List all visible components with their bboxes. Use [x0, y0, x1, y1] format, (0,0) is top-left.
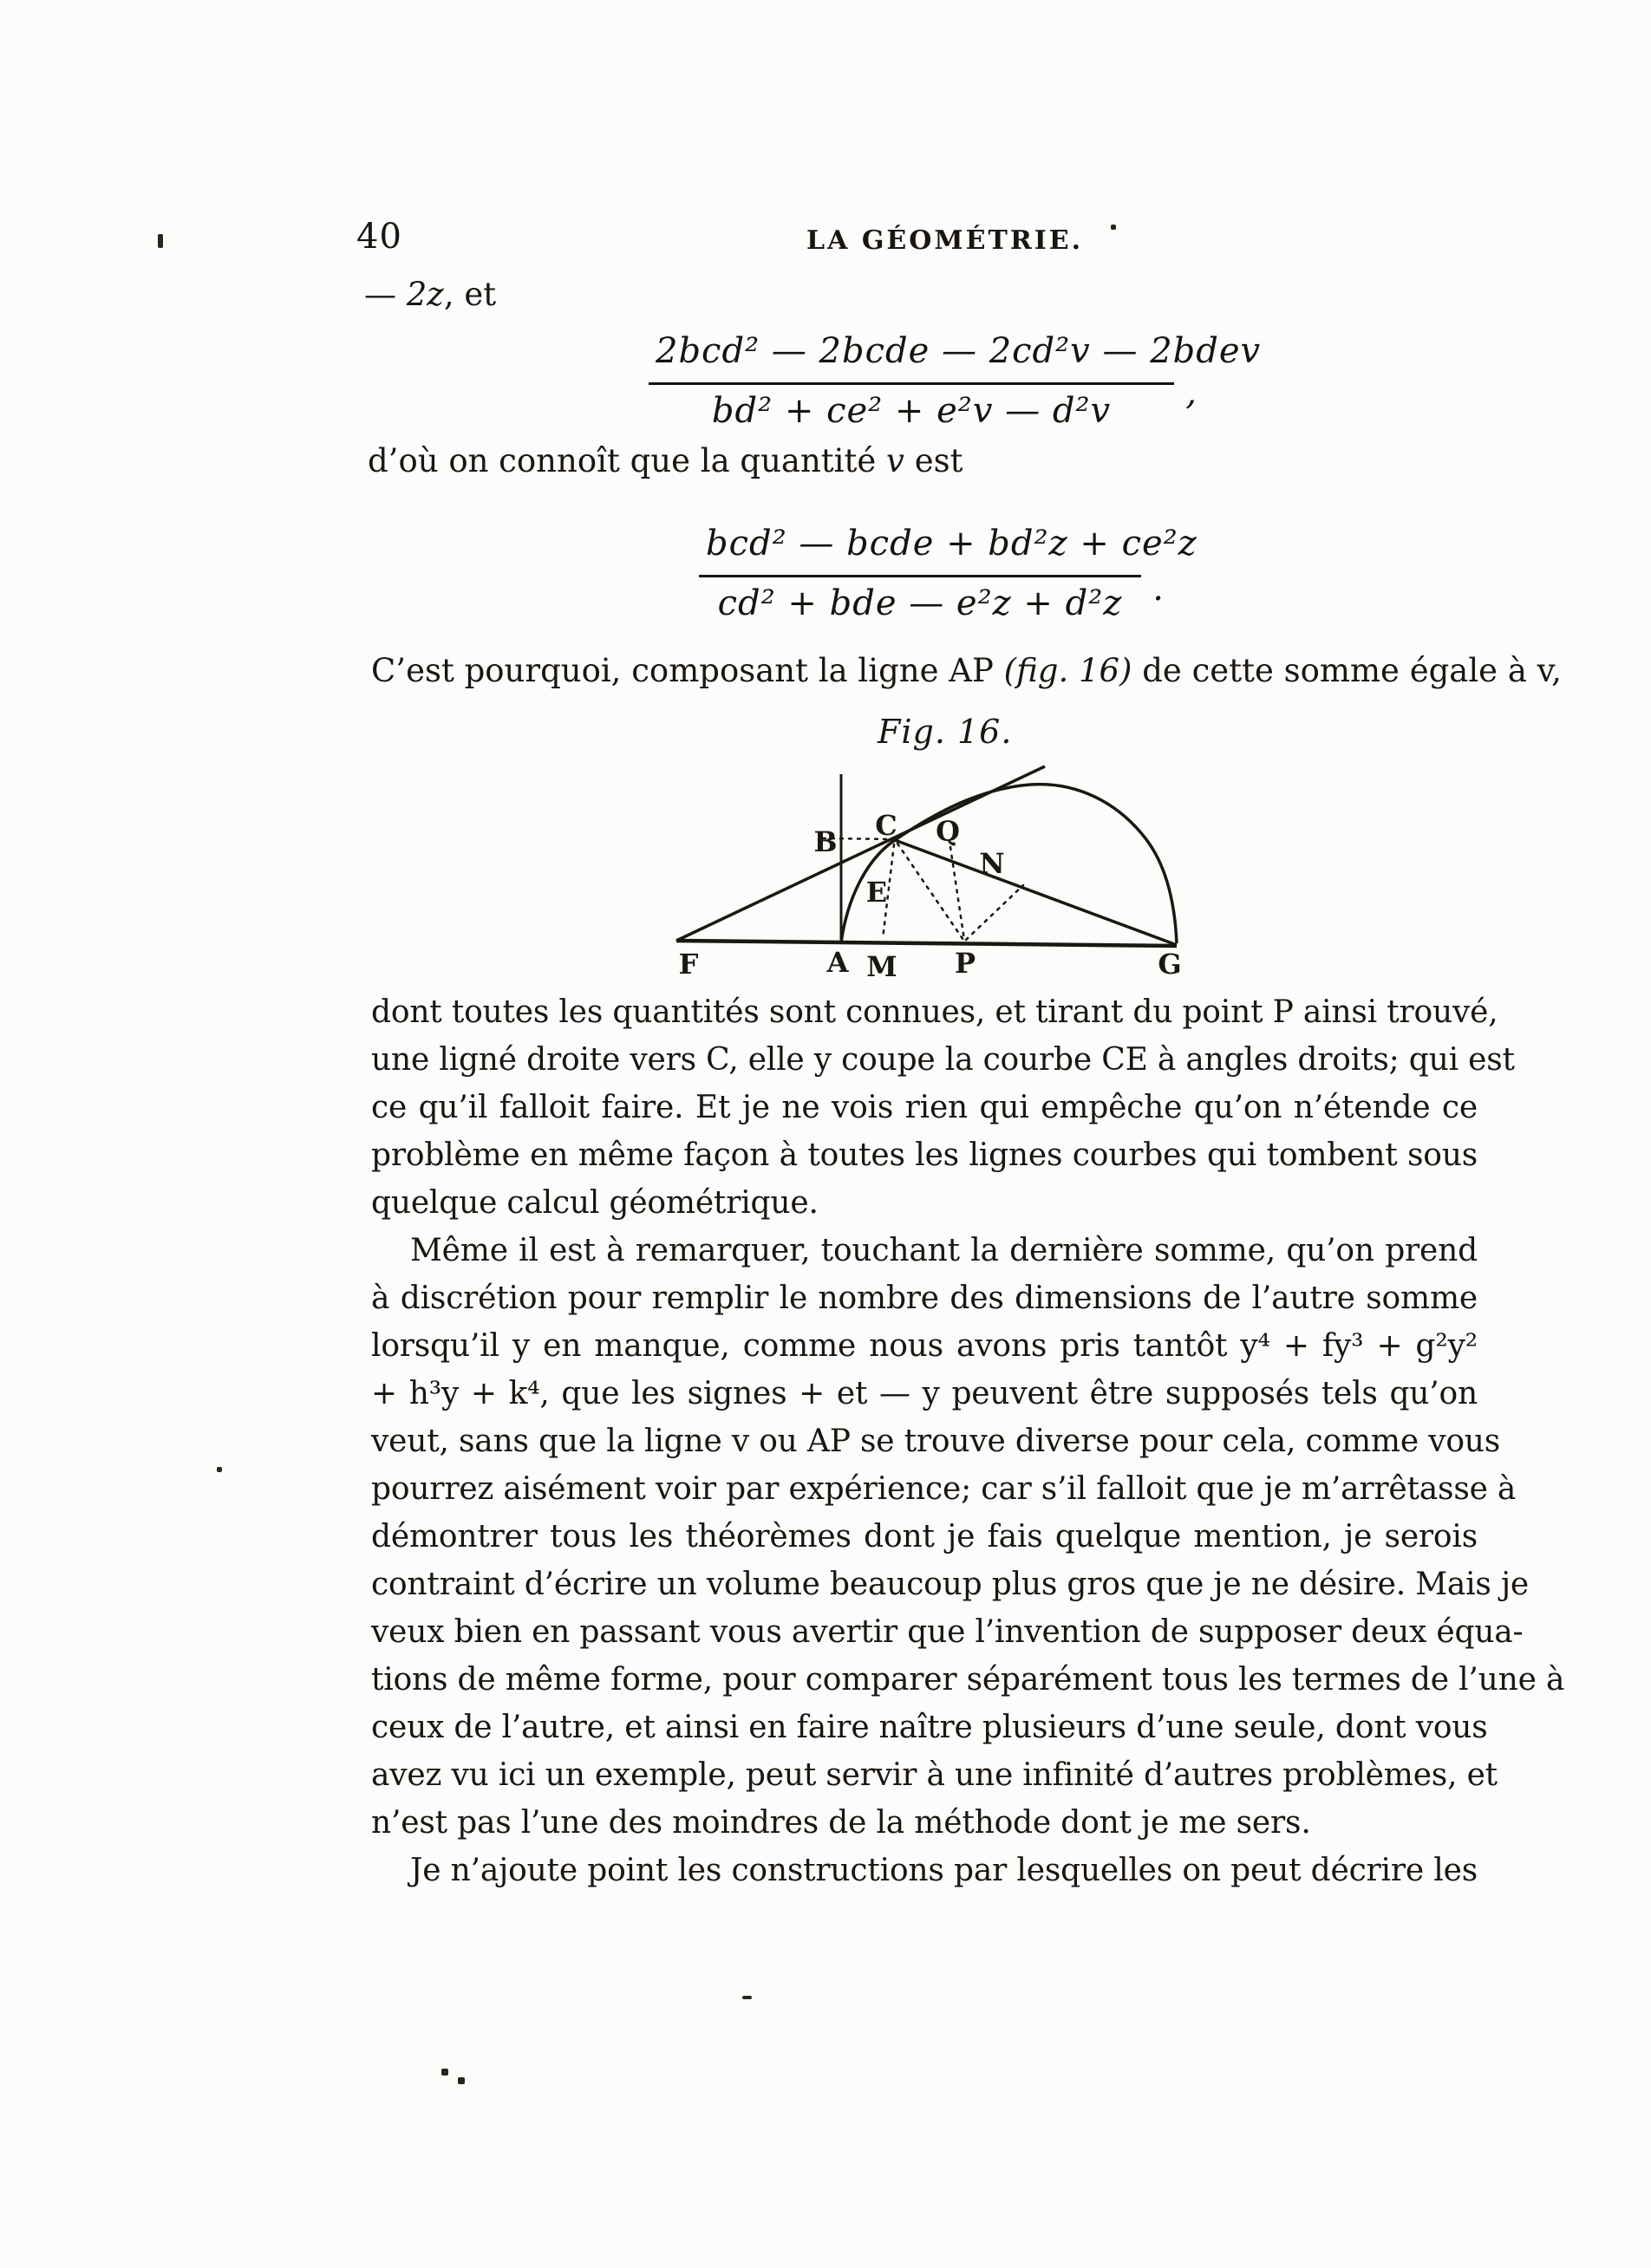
- figure-caption: Fig. 16.: [878, 713, 1013, 751]
- text-line: tions de même forme, pour comparer séparément tous les termes de l’une à: [371, 1662, 1565, 1698]
- text-line: avez vu ici un exemple, peut servir à une infinité d’autres problèmes, et: [371, 1757, 1498, 1793]
- connector-math: v: [886, 442, 904, 479]
- continuation-math: 2z: [406, 276, 444, 313]
- baseline-FG: [676, 941, 1177, 946]
- text-line: Je n’ajoute point les constructions par lesquelles on peut décrire les: [410, 1853, 1478, 1888]
- text-line: veux bien en passant vous avertir que l’invention de supposer deux équa-: [371, 1614, 1524, 1650]
- continuation-post: , et: [443, 276, 497, 313]
- continuation-pre: —: [364, 276, 407, 313]
- ink-speck: [217, 1467, 222, 1472]
- text-line: une ligné droite vers C, elle y coupe la courbe CE à angles droits; qui est: [371, 1042, 1515, 1078]
- label-B: B: [813, 825, 838, 858]
- text-line: ce qu’il falloit faire. Et je ne vois rien qui empêche qu’on n’étende ce: [371, 1090, 1478, 1125]
- text-line: Même il est à remarquer, touchant la dernière somme, qu’on prend: [410, 1233, 1478, 1268]
- page-number: 40: [356, 217, 402, 257]
- lead-post: de cette somme égale à v,: [1132, 652, 1562, 689]
- label-E: E: [865, 876, 888, 909]
- text-line: à discrétion pour remplir le nombre des dimensions de l’autre somme: [371, 1281, 1478, 1316]
- fraction-2: [699, 524, 1197, 623]
- connector-pre: d’où on connoît que la quantité: [368, 442, 887, 479]
- fraction-1: [649, 331, 1262, 431]
- text-line: lorsqu’il y en manque, comme nous avons pris tantôt y⁴ + fy³ + g²y²: [371, 1328, 1478, 1364]
- fraction-2-numerator: bcd² — bcde + bd²z + ce²z: [699, 524, 1141, 577]
- running-title: LA GÉOMÉTRIE.: [806, 225, 1084, 256]
- fraction-1-numerator: 2bcd² — 2bcde — 2cd²v — 2bdev: [649, 331, 1174, 385]
- label-N: N: [979, 847, 1005, 880]
- lead-pre: C’est pourquoi, composant la ligne AP: [371, 652, 1004, 689]
- dotted-CP: [897, 844, 963, 940]
- continuation-line: [364, 276, 496, 313]
- text-line: pourrez aisément voir par expérience; car s’il falloit que je m’arrêtasse à: [371, 1471, 1517, 1507]
- fraction-2-suffix: .: [1152, 569, 1164, 609]
- ink-speck: [1111, 225, 1116, 230]
- ink-speck: [742, 1996, 752, 1999]
- label-C: C: [875, 809, 897, 842]
- label-Q: Q: [936, 815, 960, 848]
- text-line: quelque calcul géométrique.: [371, 1185, 819, 1221]
- fraction-1-suffix: ,: [1185, 373, 1197, 413]
- body-text: [371, 988, 1565, 1894]
- text-line: contraint d’écrire un volume beaucoup plus gros que je ne désire. Mais je: [371, 1567, 1530, 1602]
- text-line: problème en même façon à toutes les lignes courbes qui tombent sous: [371, 1137, 1478, 1173]
- ink-speck: [441, 2069, 448, 2076]
- label-F: F: [678, 948, 699, 981]
- fraction-1-denominator: bd² + ce² + e²v — d²v: [711, 391, 1112, 431]
- text-line: + h³y + k⁴, que les signes + et — y peuvent être supposés tels qu’on: [371, 1376, 1478, 1411]
- label-G: G: [1158, 948, 1182, 981]
- connector-post: est: [904, 442, 963, 479]
- text-line: veut, sans que la ligne v ou AP se trouve diverse pour cela, comme vous: [371, 1424, 1501, 1459]
- fraction-2-denominator: cd² + bde — e²z + d²z: [717, 583, 1123, 623]
- ink-speck: [458, 2077, 465, 2084]
- figure-16-diagram: [668, 759, 1188, 985]
- label-A: A: [826, 946, 849, 979]
- text-line: n’est pas l’une des moindres de la méthode dont je me sers.: [371, 1805, 1311, 1841]
- label-P: P: [954, 947, 976, 980]
- figure-reference: (fig. 16): [1003, 652, 1132, 689]
- ink-speck: [158, 234, 163, 248]
- lead-line: [371, 652, 1562, 689]
- text-line: démontrer tous les théorèmes dont je fais quelque mention, je serois: [371, 1519, 1478, 1554]
- text-line: ceux de l’autre, et ainsi en faire naître plusieurs d’une seule, dont vous: [371, 1710, 1488, 1745]
- label-M: M: [866, 950, 897, 983]
- dotted-PN: [966, 885, 1023, 940]
- text-line: dont toutes les quantités sont connues, et tirant du point P ainsi trouvé,: [371, 994, 1498, 1030]
- connector-line: [368, 442, 963, 479]
- line-CNG: [895, 840, 1177, 945]
